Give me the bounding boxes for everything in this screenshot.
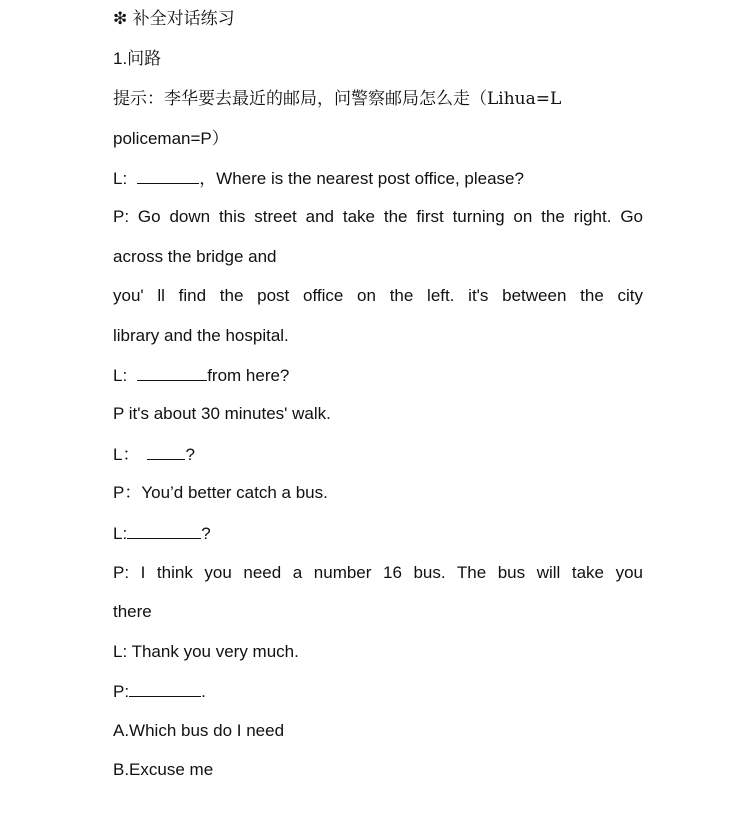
dialogue-p1-line-1: P: Go down this street and take the first turning on the right. Go (113, 207, 643, 226)
dialogue-l1 (113, 167, 643, 190)
dialogue-text: ? (185, 445, 195, 464)
answer-blank-4 (127, 522, 201, 539)
dialogue-text: ? (201, 524, 211, 543)
speaker-label: P: (113, 682, 130, 701)
option-a: A.Which bus do I need (113, 721, 285, 740)
dialogue-l2 (113, 364, 643, 387)
speaker-label: L： (113, 445, 140, 464)
dialogue-p1-line-4: library and the hospital. (113, 326, 289, 345)
dialogue-p1-line-3: you' ll find the post office on the left. it's between the city (113, 286, 643, 305)
speaker-label: L: (113, 169, 128, 188)
answer-blank-1 (137, 167, 199, 184)
dialogue-p1-line-2: across the bridge and (113, 247, 277, 266)
dialogue-p4-line-1: P: I think you need a number 16 bus. The bus will take you (113, 563, 643, 582)
hint-line-2: policeman=P） (113, 129, 229, 148)
answer-blank-3 (147, 443, 185, 460)
dialogue-p3: P：You’d better catch a bus. (113, 483, 328, 502)
heading (113, 8, 643, 30)
dialogue-text: . (201, 682, 206, 701)
answer-blank-2 (137, 364, 207, 381)
dialogue-p4-line-2: there (113, 602, 152, 621)
dialogue-l4 (113, 522, 643, 545)
section-title: 1.问路 (113, 49, 162, 68)
dialogue-p5 (113, 680, 643, 703)
dialogue-p2: P it's about 30 minutes' walk. (113, 404, 331, 423)
dialogue-l3 (113, 443, 643, 466)
dialogue-text: ，Where is the nearest post office, please? (199, 169, 524, 188)
heading-bullet-icon: ❇ (113, 9, 128, 29)
heading-title: 补全对话练习 (132, 9, 235, 29)
speaker-label: L: (113, 524, 128, 543)
speaker-label: L: (113, 366, 128, 385)
hint-line-1: 提示：李华要去最近的邮局，问警察邮局怎么走（Lihua=L (113, 89, 562, 109)
dialogue-l5: L: Thank you very much. (113, 642, 299, 661)
option-b: B.Excuse me (113, 760, 214, 779)
answer-blank-5 (129, 680, 201, 697)
dialogue-text: from here? (207, 366, 290, 385)
